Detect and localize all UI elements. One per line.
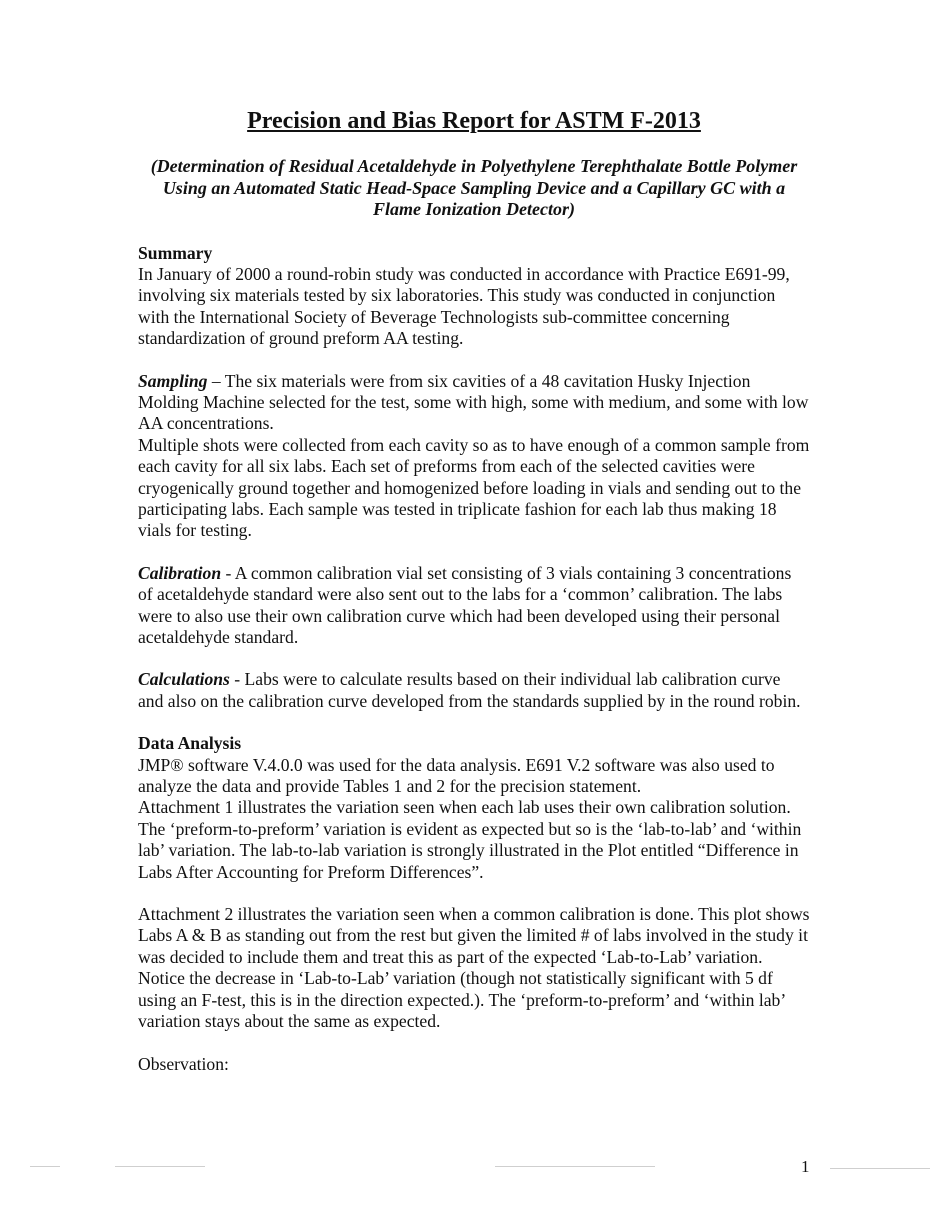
scan-artifact-line — [115, 1166, 205, 1167]
sampling-lead: Sampling — [138, 370, 208, 391]
data-analysis-heading: Data Analysis — [138, 733, 242, 754]
scan-artifact-line — [495, 1166, 655, 1167]
data-analysis-paragraph-2: Attachment 1 illustrates the variation seen when each lab uses their own calibration solution. The ‘preform-to-preform’ variation is evident as expected but so is the ‘lab-to-lab’ and ‘within lab’ variation. The lab-to-lab variation is strongly illustrated in the Plot entitled “Difference in Labs After Accounting for Preform Differences”. — [138, 797, 802, 882]
calibration-text: - A common calibration vial set consisting of 3 vials containing 3 concentrations of acetaldehyde standard were also sent out to the labs for a ‘common’ calibration. The labs were to also use their own calibration curve which had been developed using their personal acetaldehyde standard. — [138, 562, 792, 647]
sampling-text: – The six materials were from six cavities of a 48 cavitation Husky Injection Molding Machine selected for the test, some with high, some with medium, and some with low AA concentrations. — [138, 370, 809, 434]
data-analysis-paragraph-1: JMP® software V.4.0.0 was used for the data analysis. E691 V.2 software was also used to analyze the data and provide Tables 1 and 2 for the precision statement. — [138, 754, 775, 797]
calculations-text: - Labs were to calculate results based on their individual lab calibration curve and also on the calibration curve developed from the standards supplied by in the round robin. — [138, 669, 801, 711]
calculations-paragraph — [138, 669, 810, 712]
report-subtitle: (Determination of Residual Acetaldehyde in Polyethylene Terephthalate Bottle Polymer Using an Automated Static Head-Space Sampling Device and a Capillary GC with a Flame Ionization Detector) — [150, 156, 798, 219]
summary-heading: Summary — [138, 242, 213, 263]
sampling-paragraph-2: Multiple shots were collected from each cavity so as to have enough of a common sample from each cavity for all six labs. Each set of preforms from each of the selected cavities were cryogenically ground together and homogenized before loading in vials and sending out to the participating labs. Each sample was tested in triplicate fashion for each lab thus making 18 vials for testing. — [138, 434, 810, 541]
observation-label: Observation: — [138, 1053, 229, 1074]
document-page — [138, 100, 810, 1075]
scan-artifact-line — [830, 1168, 930, 1169]
report-title: Precision and Bias Report for ASTM F-2013 — [247, 108, 701, 134]
page-number: 1 — [801, 1157, 810, 1176]
data-analysis-paragraph-3: Attachment 2 illustrates the variation seen when a common calibration is done. This plot shows Labs A & B as standing out from the rest but given the limited # of labs involved in the study it was decided to include them and treat this as part of the expected ‘Lab-to-Lab’ variation. Notice the decrease in ‘Lab-to-Lab’ variation (though not statistically significant with 5 df using an F-test, this is in the direction expected.). The ‘preform-to-preform’ and ‘within lab’ variation stays about the same as expected. — [138, 904, 810, 1032]
summary-paragraph: In January of 2000 a round-robin study was conducted in accordance with Practice E691-99, involving six materials tested by six laboratories. This study was conducted in conjunction with the International Society of Beverage Technologists sub-committee concerning standardization of ground preform AA testing. — [138, 263, 790, 349]
calculations-lead: Calculations — [138, 669, 230, 690]
calibration-paragraph — [138, 563, 810, 649]
calibration-lead: Calibration — [138, 562, 222, 583]
sampling-paragraph — [138, 371, 810, 435]
scan-artifact-line — [30, 1166, 60, 1167]
